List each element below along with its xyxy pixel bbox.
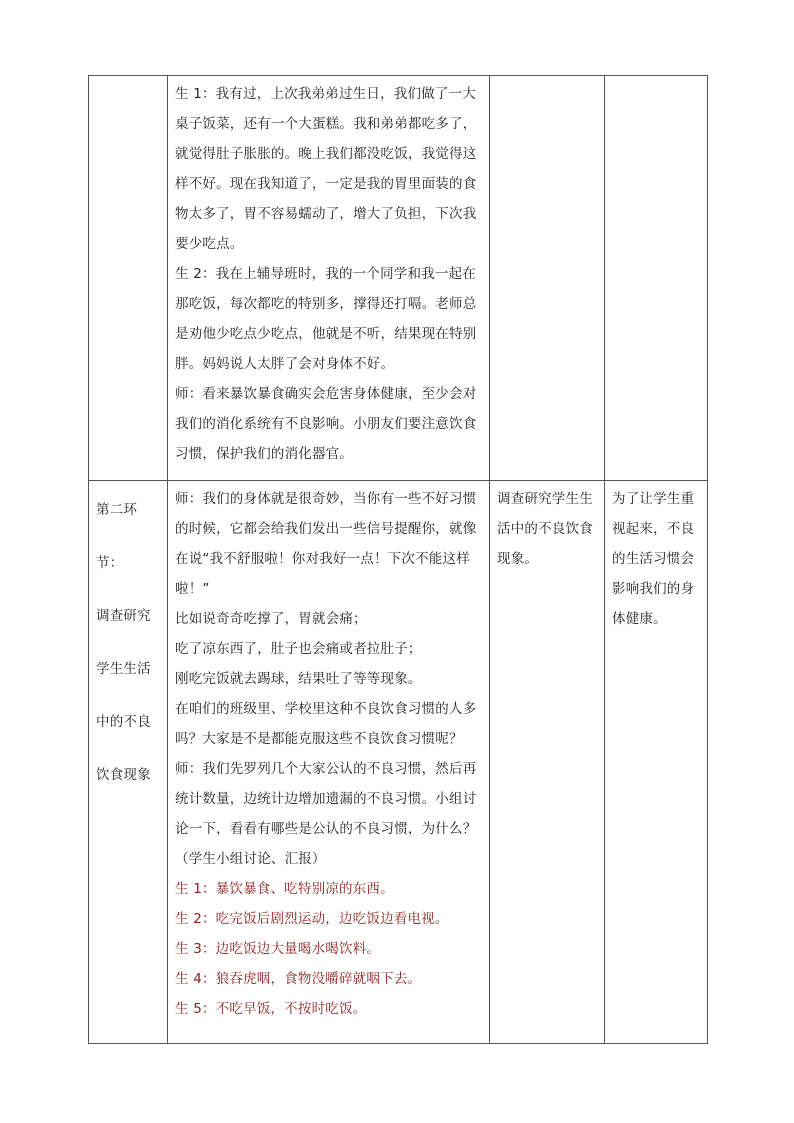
activity-cell <box>490 76 605 481</box>
section-title-line: 饮食现象 <box>96 767 151 783</box>
student-answer: 生 3：边吃饭边大量喝水喝饮料。 <box>175 941 381 957</box>
content-paragraph: 吃了凉东西了，肚子也会痛或者拉肚子； <box>175 641 422 657</box>
section-cell <box>89 76 168 481</box>
content-paragraph: （学生小组讨论、汇报） <box>175 851 326 867</box>
student-answer: 生 4：狼吞虎咽，食物没嚼碎就咽下去。 <box>175 971 422 987</box>
table-row <box>89 481 708 1044</box>
content-cell <box>168 481 490 1044</box>
intent-cell <box>605 481 708 1044</box>
table-row <box>89 76 708 481</box>
lesson-plan-table <box>88 75 708 1044</box>
activity-cell <box>490 481 605 1044</box>
activity-text: 调查研究学生生活中的不良饮食现象。 <box>497 491 593 567</box>
content-paragraph: 师：我们的身体就是很奇妙，当你有一些不好习惯的时候，它都会给我们发出一些信号提醒你，就像在说“我不舒服啦！你对我好一点！下次不能这样啦！” <box>175 491 477 597</box>
content-paragraph: 师：看来暴饮暴食确实会危害身体健康，至少会对我们的消化系统有不良影响。小朋友们要注意饮食习惯，保护我们的消化器官。 <box>175 386 477 462</box>
content-paragraph: 师：我们先罗列几个大家公认的不良习惯，然后再统计数量，边统计边增加遗漏的不良习惯。小组讨论一下，看看有哪些是公认的不良习惯，为什么？ <box>175 761 477 837</box>
content-paragraph: 生 1：我有过，上次我弟弟过生日，我们做了一大桌子饭菜，还有一个大蛋糕。我和弟弟都吃多了，就觉得肚子胀胀的。晚上我们都没吃饭，我觉得这样不好。现在我知道了，一定是我的胃里面装的食物太多了，胃不容易蠕动了，增大了负担，下次我要少吃点。 <box>175 86 477 252</box>
content-paragraph: 生 2：我在上辅导班时，我的一个同学和我一起在那吃饭，每次都吃的特别多，撑得还打嗝。老师总是劝他少吃点少吃点，他就是不听，结果现在特别胖。妈妈说人太胖了会对身体不好。 <box>175 266 477 372</box>
student-answer: 生 2：吃完饭后剧烈运动，边吃饭边看电视。 <box>175 911 449 927</box>
student-answer: 生 5：不吃早饭，不按时吃饭。 <box>175 1001 367 1017</box>
section-title-line: 学生生活 <box>96 661 151 677</box>
content-paragraph: 刚吃完饭就去踢球，结果吐了等等现象。 <box>175 671 422 687</box>
intent-cell <box>605 76 708 481</box>
content-cell <box>168 76 490 481</box>
section-title-line: 第二环节： <box>96 502 138 571</box>
section-cell <box>89 481 168 1044</box>
content-paragraph: 在咱们的班级里、学校里这种不良饮食习惯的人多吗？大家是不是都能克服这些不良饮食习惯呢？ <box>175 701 477 747</box>
section-title-line: 中的不良 <box>96 714 151 730</box>
section-title-line: 调查研究 <box>96 608 151 624</box>
content-paragraph: 比如说奇奇吃撑了，胃就会痛； <box>175 611 367 627</box>
intent-text: 为了让学生重视起来，不良的生活习惯会影响我们的身体健康。 <box>612 491 695 627</box>
student-answer: 生 1：暴饮暴食、吃特别凉的东西。 <box>175 881 394 897</box>
